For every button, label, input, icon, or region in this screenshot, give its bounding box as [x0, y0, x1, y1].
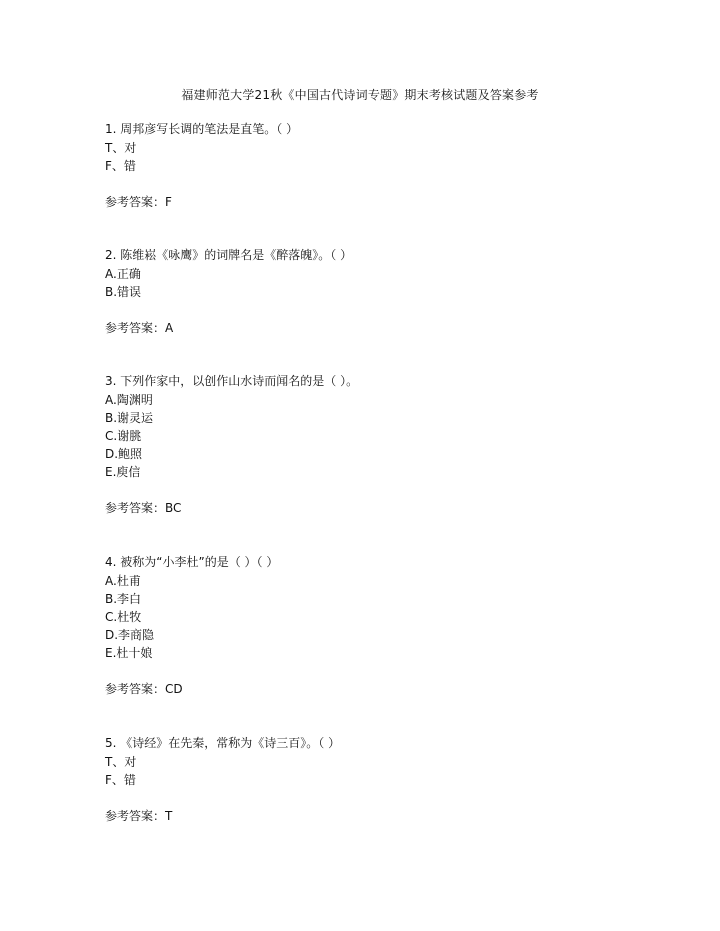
question-1	[105, 120, 665, 211]
option-item: D.李商隐	[105, 628, 155, 642]
option-item: F、错	[105, 773, 136, 787]
question-5	[105, 734, 665, 825]
option-item: A.正确	[105, 267, 141, 281]
question-stem: 5. 《诗经》在先秦，常称为《诗三百》。（ ）	[105, 736, 341, 750]
option-item: B.李白	[105, 592, 142, 606]
option-item: F、错	[105, 159, 136, 173]
option-item: B.谢灵运	[105, 411, 154, 425]
option-item: B.错误	[105, 285, 142, 299]
question-stem: 1. 周邦彦写长调的笔法是直笔。（ ）	[105, 122, 299, 136]
question-stem: 4. 被称为“小李杜”的是（ ）（ ）	[105, 555, 279, 569]
question-3	[105, 372, 665, 517]
reference-answer: 参考答案：F	[105, 195, 172, 209]
question-stem: 3. 下列作家中，以创作山水诗而闻名的是（ ）。	[105, 374, 359, 388]
option-item: C.谢朓	[105, 429, 142, 443]
option-item: A.陶渊明	[105, 393, 153, 407]
reference-answer: 参考答案：A	[105, 321, 174, 335]
option-item: E.庾信	[105, 465, 141, 479]
question-stem: 2. 陈维崧《咏鹰》的词牌名是《醉落魄》。（ ）	[105, 248, 353, 262]
option-item: C.杜牧	[105, 610, 142, 624]
question-4	[105, 553, 665, 698]
reference-answer: 参考答案：T	[105, 809, 173, 823]
document-title: 福建师范大学21秋《中国古代诗词专题》期末考核试题及答案参考	[181, 88, 539, 102]
option-item: T、对	[105, 141, 137, 155]
reference-answer: 参考答案：CD	[105, 682, 183, 696]
option-item: D.鲍照	[105, 447, 143, 461]
question-2	[105, 246, 665, 337]
reference-answer: 参考答案：BC	[105, 501, 182, 515]
option-item: E.杜十娘	[105, 646, 153, 660]
option-item: T、对	[105, 755, 137, 769]
option-item: A.杜甫	[105, 574, 141, 588]
